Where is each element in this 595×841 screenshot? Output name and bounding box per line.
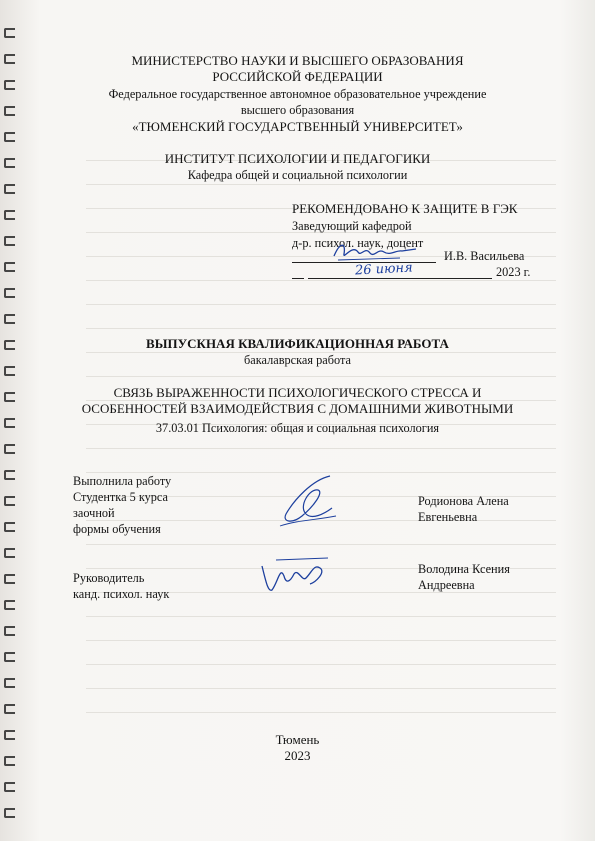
supervisor-label-2: канд. психол. наук: [73, 587, 170, 601]
ministry-line-2: РОССИЙСКОЙ ФЕДЕРАЦИИ: [212, 69, 383, 84]
student-label-3: заочной: [73, 506, 115, 520]
work-type: ВЫПУСКНАЯ КВАЛИФИКАЦИОННАЯ РАБОТА: [146, 336, 449, 351]
student-name-2: Евгеньевна: [418, 510, 478, 524]
approval-role: Заведующий кафедрой: [292, 219, 412, 233]
specialty: 37.03.01 Психология: общая и социальная психология: [155, 421, 440, 435]
date-line: [308, 278, 492, 279]
university-name: «ТЮМЕНСКИЙ ГОСУДАРСТВЕННЫЙ УНИВЕРСИТЕТ»: [132, 119, 463, 134]
institute-name: ИНСТИТУТ ПСИХОЛОГИИ И ПЕДАГОГИКИ: [164, 151, 431, 166]
supervisor-label-1: Руководитель: [73, 571, 145, 585]
approval-degree: д-р. психол. наук, доцент: [292, 236, 424, 250]
student-signature: [272, 470, 342, 530]
supervisor-signature: [256, 552, 332, 598]
student-label-2: Студентка 5 курса: [73, 490, 169, 504]
handwritten-date: 26 июня: [354, 260, 414, 279]
student-label-1: Выполнила работу: [73, 474, 172, 488]
footer-year: 2023: [284, 748, 311, 763]
approval-name: И.В. Васильева: [444, 249, 525, 263]
student-label-4: формы обучения: [73, 522, 161, 536]
city: Тюмень: [275, 732, 320, 747]
institution-line-2: высшего образования: [240, 103, 355, 117]
department-name: Кафедра общей и социальной психологии: [187, 168, 408, 182]
supervisor-name-2: Андреевна: [418, 578, 475, 592]
work-subtype: бакалаврская работа: [244, 353, 351, 367]
date-line-start: [292, 278, 304, 279]
student-name-1: Родионова Алена: [418, 494, 509, 508]
institution-line-1: Федеральное государственное автономное образовательное учреждение: [108, 87, 487, 101]
supervisor-name-1: Володина Ксения: [418, 562, 510, 576]
work-title-line-2: ОСОБЕННОСТЕЙ ВЗАИМОДЕЙСТВИЯ С ДОМАШНИМИ ЖИВОТНЫМИ: [81, 401, 514, 416]
ministry-line-1: МИНИСТЕРСТВО НАУКИ И ВЫСШЕГО ОБРАЗОВАНИЯ: [131, 53, 464, 68]
work-title-line-1: СВЯЗЬ ВЫРАЖЕННОСТИ ПСИХОЛОГИЧЕСКОГО СТРЕССА И: [113, 385, 482, 400]
approval-title: РЕКОМЕНДОВАНО К ЗАЩИТЕ В ГЭК: [292, 201, 518, 216]
approval-year: 2023 г.: [496, 265, 531, 279]
